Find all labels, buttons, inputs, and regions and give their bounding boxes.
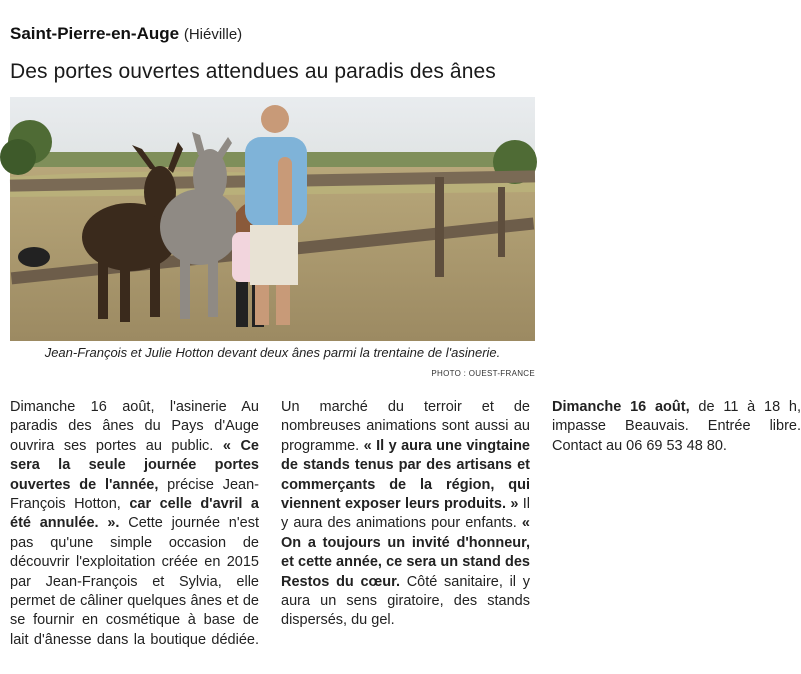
body-text-2: Il y aura des animations pour enfants. — [281, 496, 531, 532]
body-text-3: Côté sanitaire, il y aura un sens giratoire, des stands dispersés, du gel. — [281, 573, 530, 629]
kicker-subplace: (Hiéville) — [183, 26, 243, 43]
article-body-column-1 — [10, 398, 801, 660]
body-attribution: précise Jean-François Hotton, — [10, 476, 259, 513]
body-text-1: Cette journée n'est pas qu'une simple occasion de découvrir l'exploitation créée en 2015 par Jean-François et Sylvia, elle permet de câliner quelques ânes et de se fournir en cosmétique à base de lait d'ânesse dans la boutique dédiée. Un marché du terroir et de nombreuses animations sont aussi au programme. — [10, 399, 530, 648]
body-quote-3: « Il y aura une vingtaine de stands tenus par des artisans et commerçants de la région, qui viennent exposer leurs produits. » — [281, 437, 530, 513]
body-quote-4: « On a toujours un invité d'honneur, et cette année, ce sera un stand des Restos du cœur. — [281, 515, 530, 590]
article-photo — [10, 97, 535, 341]
body-quote-2: car celle d'avril a été annulée. ». — [10, 496, 259, 532]
body-quote-1: « Ce sera la seule journée portes ouvertes de l'année, — [10, 437, 259, 493]
info-date: Dimanche 16 août, — [552, 399, 690, 415]
article-kicker — [10, 24, 242, 44]
kicker-place: Saint-Pierre-en-Auge — [10, 24, 180, 43]
article-info — [552, 398, 801, 456]
info-details: de 11 à 18 h, impasse Beauvais. Entrée libre. Contact au 06 69 53 48 80. — [552, 399, 801, 454]
body-lead: Dimanche 16 août, l'asinerie Au paradis des ânes du Pays d'Auge ouvrira ses portes au public. — [10, 399, 259, 454]
photo-credit: PHOTO : OUEST-FRANCE — [431, 369, 535, 378]
article-headline: Des portes ouvertes attendues au paradis des ânes — [10, 60, 496, 83]
article-body-paragraph — [10, 398, 530, 660]
photo-caption: Jean-François et Julie Hotton devant deux ânes parmi la trentaine de l'asinerie. — [44, 345, 501, 360]
